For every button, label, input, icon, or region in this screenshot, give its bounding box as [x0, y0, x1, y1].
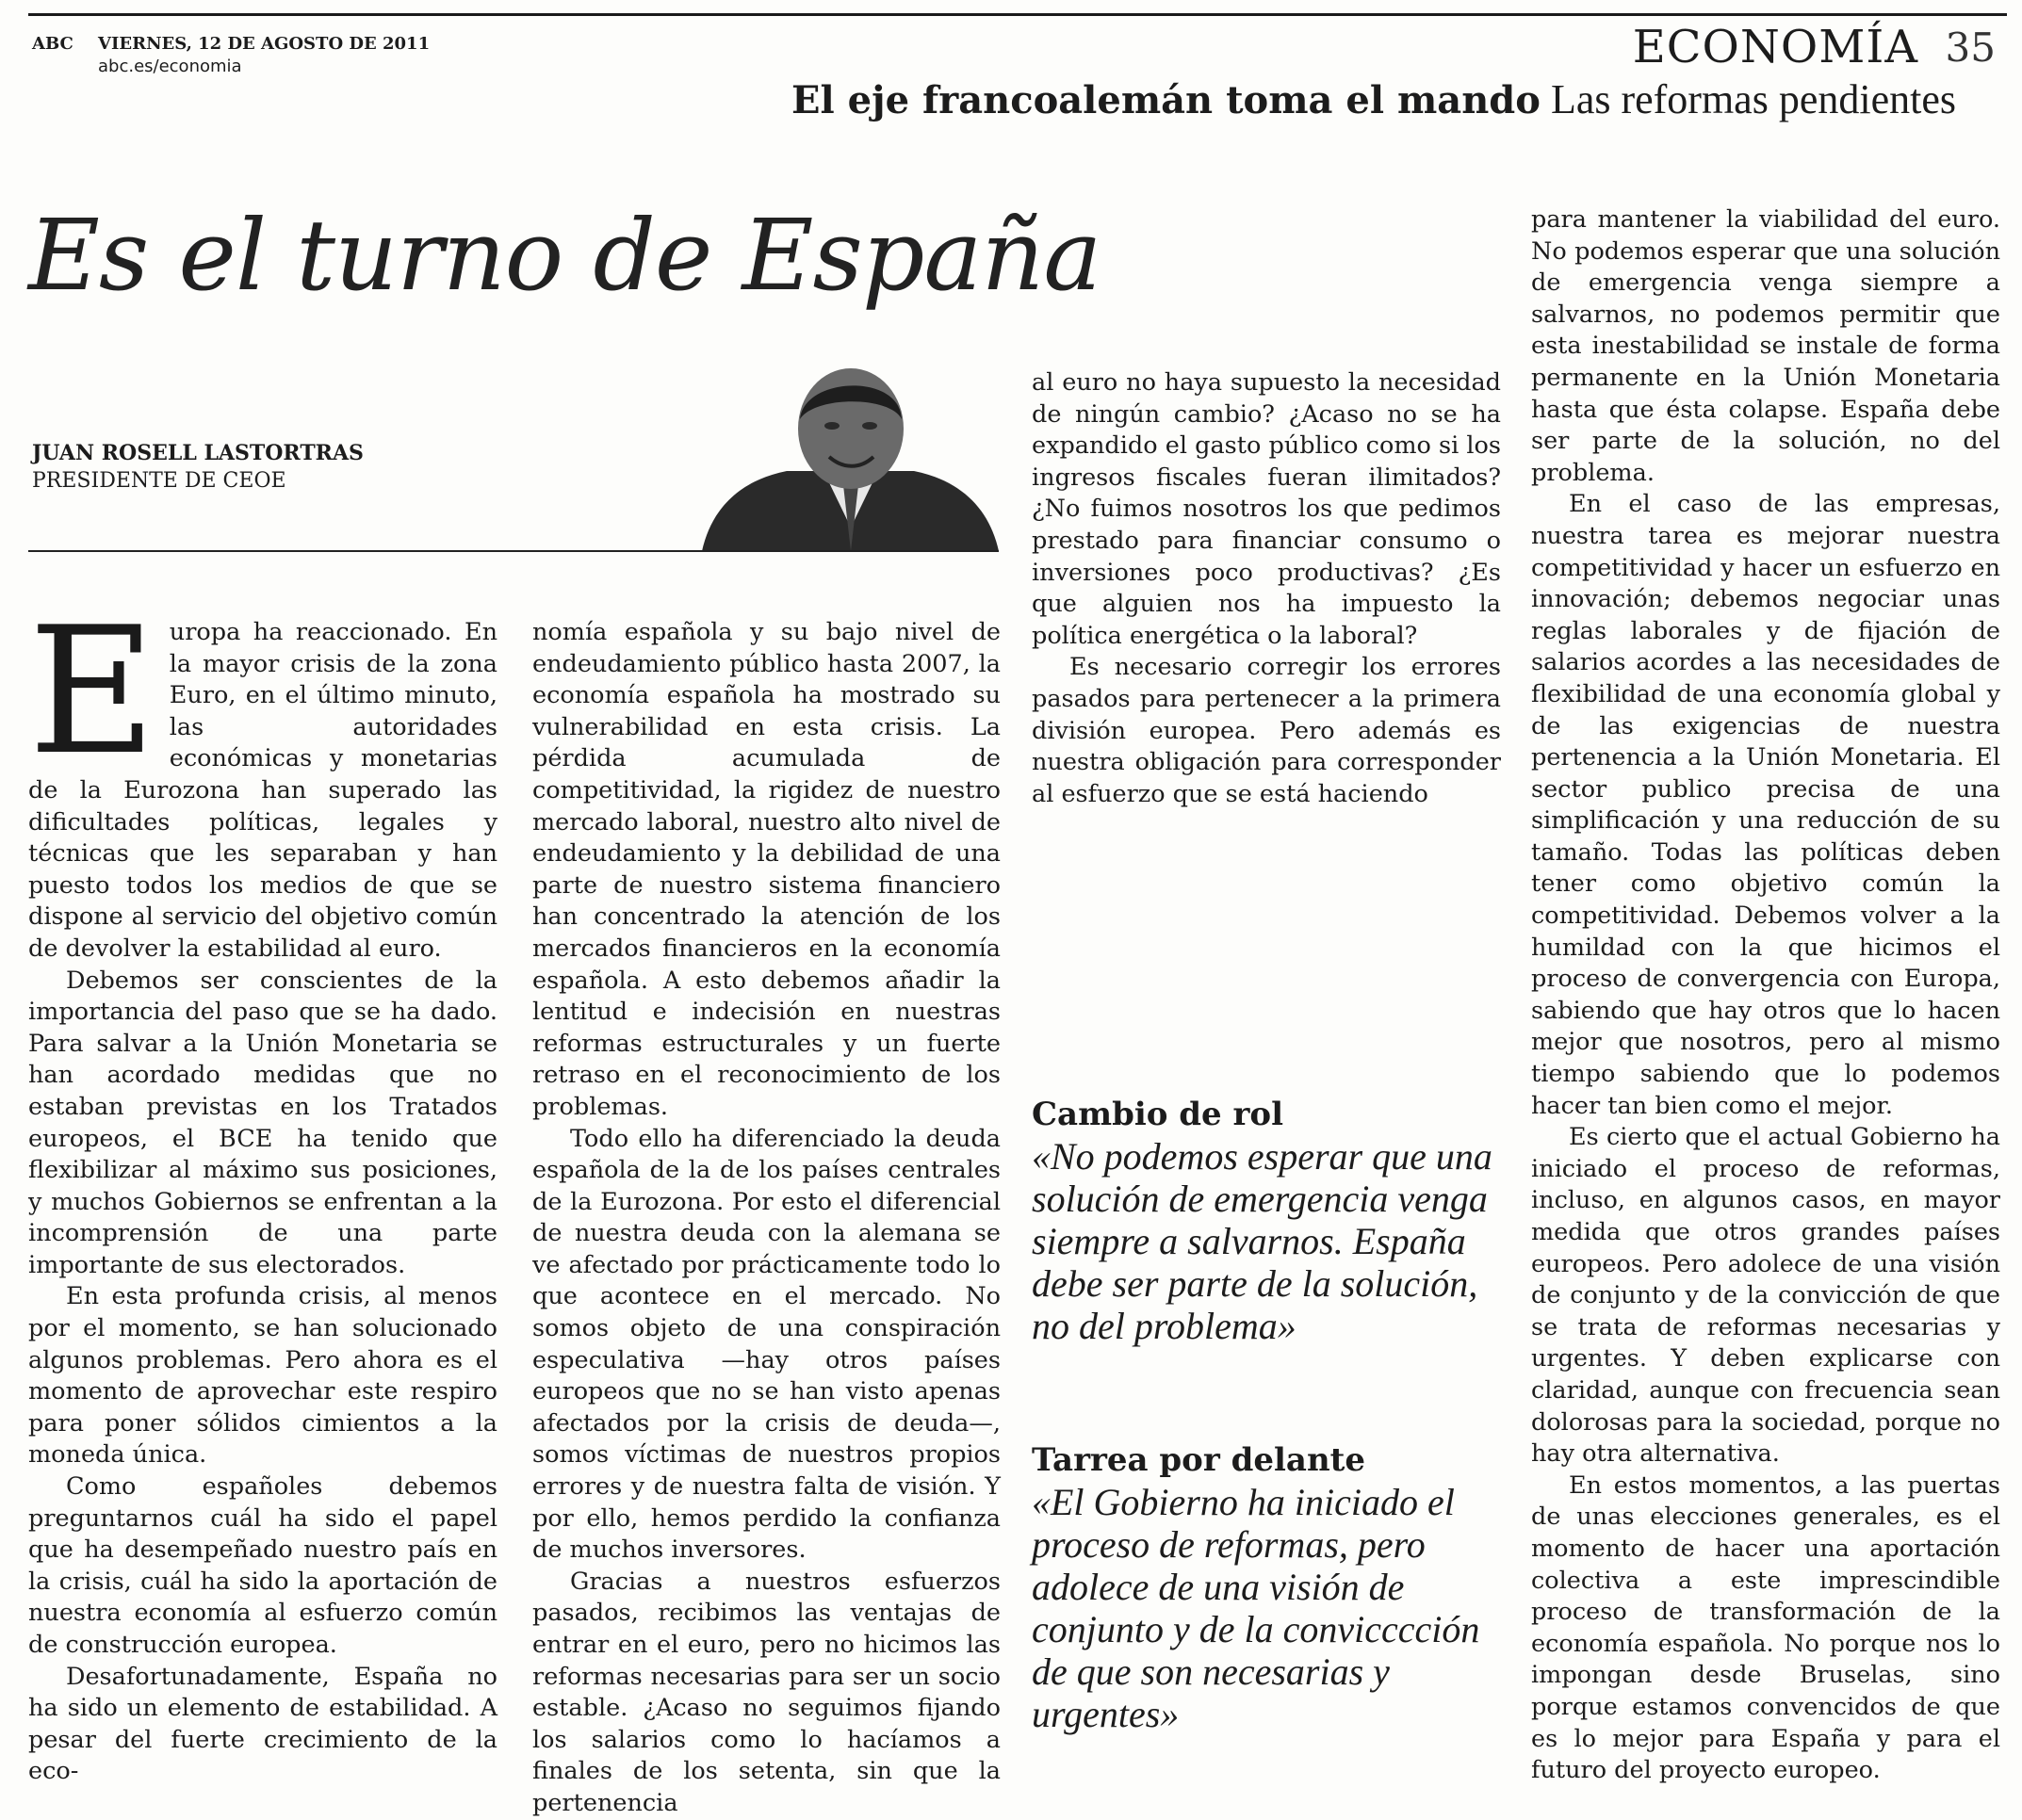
paper-name: ABC — [32, 34, 73, 54]
paragraph-text: uropa ha reaccionado. En la mayor crisis de la zona Euro, en el último minuto, las autoridades económicas y monetarias de la Eurozona han superado las dificultades políticas, legales y técnicas que les separaban y han puesto todos los medios de que se dispone al servicio del objetivo común de devolver la estabilidad al euro. — [28, 618, 497, 963]
pullquote-label: Tarrea por delante — [1032, 1441, 1366, 1479]
paragraph: Es necesario corregir los errores pasados para pertenecer a la primera división europea. Pero además es nuestra obligación para corresponder al esfuerzo que se está haciendo — [1032, 653, 1501, 808]
author-portrait-photo — [702, 367, 999, 551]
byline-rule — [28, 550, 999, 552]
paragraph: En estos momentos, a las puertas de unas elecciones generales, es el momento de hacer una aportación colectiva a este imprescindible proceso de transformación de la economía española. No porque nos lo impongan desde Bruselas, sino porque estamos convencidos de que es lo mejor para España y para el futuro del proyecto europeo. — [1531, 1471, 2000, 1785]
section-title: ECONOMÍA — [1632, 21, 1918, 73]
top-rule — [28, 13, 2007, 16]
paragraph: Desafortunadamente, España no ha sido un elemento de estabilidad. A pesar del fuerte crecimiento de la eco- — [28, 1662, 497, 1786]
paragraph: En esta profunda crisis, al menos por el momento, se han solucionado algunos problemas. Pero ahora es el momento de aprovechar este respiro para poner sólidos cimientos a la moneda única. — [28, 1282, 497, 1470]
topic-regular: Las reformas pendientes — [1550, 76, 1956, 122]
page-number: 35 — [1945, 24, 1996, 71]
paragraph: Debemos ser conscientes de la importancia del paso que se ha dado. Para salvar a la Unión Monetaria se han acordado medidas que no estaban previstas en los Tratados europeos, el BCE ha tenido que flexibilizar al máximo sus posiciones, y muchos Gobiernos se enfrentan a la incomprensión de una parte importante de sus electorados. — [28, 966, 497, 1279]
pullquote-text: «El Gobierno ha iniciado el proceso de reformas, pero adolece de una visión de conjunto y de la convicccción de que son necesarias y urgentes» — [1032, 1481, 1480, 1735]
article-column-3 — [1032, 367, 1501, 810]
article-column-2 — [532, 617, 1001, 1820]
paragraph: nomía española y su bajo nivel de endeudamiento público hasta 2007, la economía española ha mostrado su vulnerabilidad en esta crisis. La pérdida acumulada de competitividad, la rigidez de nuestro mercado laboral, nuestro alto nivel de endeudamiento y la debilidad de una parte de nuestro sistema financiero han concentrado la atención de los mercados financieros en la economía española. A esto debemos añadir la lentitud e indecisión en nuestras reformas estructurales y un fuerte retraso en el reconocimiento de los problemas. — [532, 618, 1001, 1121]
author-name: JUAN ROSELL LASTORTRAS — [32, 441, 364, 465]
paragraph: Gracias a nuestros esfuerzos pasados, recibimos las ventajas de entrar en el euro, pero no hicimos las reformas necesarias para ser un socio estable. ¿Acaso no seguimos fijando los salarios como lo hacíamos a finales de los setenta, sin que la pertenencia — [532, 1567, 1001, 1817]
author-role: PRESIDENTE DE CEOE — [32, 469, 286, 493]
paragraph: para mantener la viabilidad del euro. No podemos esperar que una solución de emergencia venga siempre a salvarnos, no podemos permitir que esta inestabilidad se instale de forma permanente en la Unión Monetaria hasta que ésta colapse. España debe ser parte de la solución, no del problema. — [1531, 205, 2000, 487]
paragraph: Como españoles debemos preguntarnos cuál ha sido el papel que ha desempeñado nuestro país en la crisis, cuál ha sido la aportación de nuestra economía al esfuerzo común de construcción europea. — [28, 1472, 497, 1659]
paragraph: Todo ello ha diferenciado la deuda española de la de los países centrales de la Eurozona. Por esto el diferencial de nuestra deuda con la alemana se ve afectado por prácticamente todo lo que acontece en el mercado. No somos objeto de una conspiración especulativa —hay otros países europeos que no se han visto apenas afectados por la crisis de deuda—, somos víctimas de nuestros propios errores y de nuestra falta de visión. Y por ello, hemos perdido la confianza de muchos inversores. — [532, 1124, 1001, 1565]
drop-cap: E — [28, 589, 156, 793]
edition-date: VIERNES, 12 DE AGOSTO DE 2011 — [98, 34, 431, 54]
paragraph: al euro no haya supuesto la necesidad de ningún cambio? ¿Acaso no se ha expandido el gasto público como si los ingresos fiscales fueran ilimitados? ¿No fuimos nosotros los que pedimos prestado para financiar consumo o inversiones poco productivas? ¿Es que alguien nos ha impuesto la política energética o la laboral? — [1032, 368, 1501, 650]
paragraph: Es cierto que el actual Gobierno ha iniciado el proceso de reformas, incluso, en algunos casos, en mayor medida que otros grandes países europeos. Pero adolece de una visión de conjunto y de la convicción de que se trata de reformas necesarias y urgentes. Y deben explicarse con claridad, aunque con frecuencia sean dolorosas para la sociedad, porque no hay otra alternativa. — [1531, 1123, 2000, 1469]
headline: Es el turno de España — [28, 198, 1101, 313]
topic-line — [791, 75, 1956, 123]
paragraph: En el caso de las empresas, nuestra tarea es mejorar nuestra competitividad y hacer un esfuerzo en innovación; debemos negociar unas reglas laborales y de fijación de salarios acordes a las necesidades de flexibilidad de una economía global y de las exigencias de nuestra pertenencia a la Unión Monetaria. El sector publico precisa de una simplificación y una reducción de su tamaño. Todas las políticas deben tener como objetivo común la competitividad. Debemos volver a la humildad con la que hicimos el proceso de convergencia con Europa, sabiendo que hay otros que lo hacen mejor que nosotros, pero al mismo tiempo sabiendo que lo podemos hacer tan bien como el mejor. — [1531, 490, 2000, 1120]
topic-bold: El eje francoalemán toma el mando — [791, 78, 1541, 122]
article-column-4 — [1531, 204, 2000, 1787]
pullquote-label: Cambio de rol — [1032, 1096, 1284, 1133]
pullquote-text: «No podemos esperar que una solución de emergencia venga siempre a salvarnos. España debe ser parte de la solución, no del problema» — [1032, 1135, 1492, 1347]
section-url: abc.es/economia — [98, 57, 242, 76]
paragraph — [28, 589, 497, 966]
article-column-1 — [28, 589, 497, 1788]
